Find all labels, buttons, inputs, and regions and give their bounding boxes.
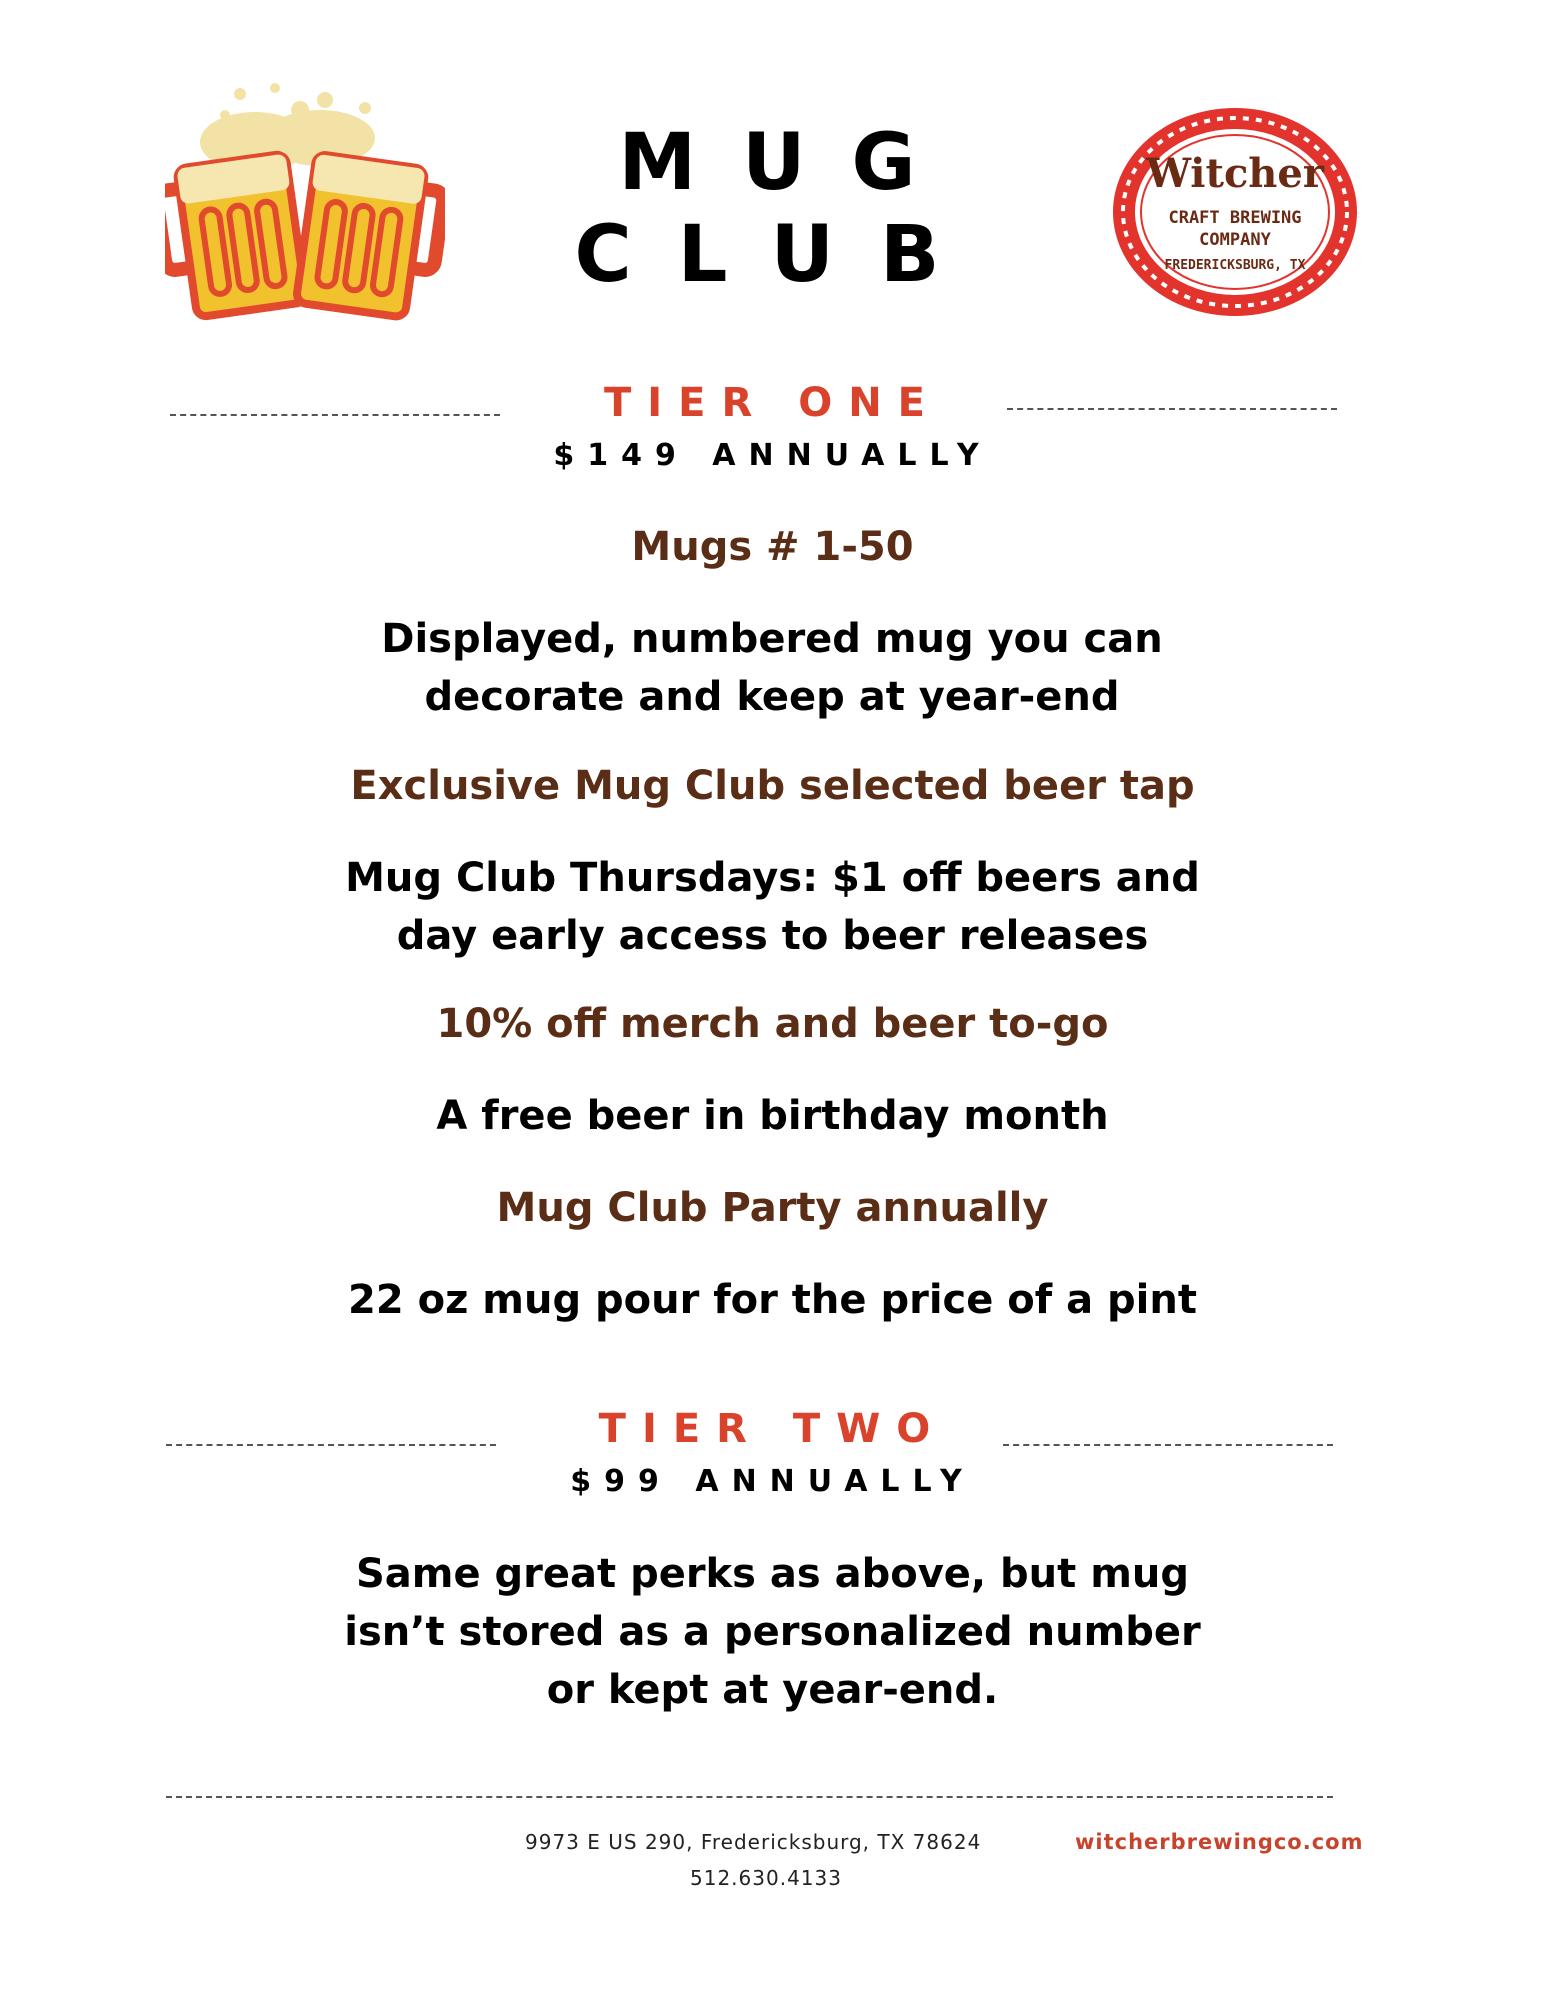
perk-item: Mug Club Thursdays: $1 off beers and day early access to beer releases	[345, 855, 1200, 959]
tier-two-price: $99 ANNUALLY	[570, 1464, 975, 1499]
tier-one-price: $149 ANNUALLY	[553, 438, 992, 473]
perk-item: 10% off merch and beer to-go	[436, 1001, 1109, 1047]
brewery-badge-icon	[1110, 105, 1360, 320]
witcher-logo	[1110, 105, 1360, 324]
logo-brand: Witcher	[1146, 150, 1324, 197]
tier-one-heading: TIER ONE	[603, 380, 942, 426]
footer-phone: 512.630.4133	[690, 1866, 842, 1890]
footer-website-link[interactable]: witcherbrewingco.com	[1075, 1830, 1364, 1854]
page-title-line-1: MUG	[618, 118, 962, 208]
perk-item: Mug Club Party annually	[496, 1185, 1049, 1231]
logo-line3: FREDERICKSBURG, TX	[1164, 258, 1306, 273]
footer-address: 9973 E US 290, Fredericksburg, TX 78624	[525, 1830, 982, 1854]
logo-line2: COMPANY	[1199, 230, 1271, 250]
perk-item: Exclusive Mug Club selected beer tap	[350, 763, 1195, 809]
tier-two-heading: TIER TWO	[598, 1406, 947, 1452]
beer-mugs-icon	[165, 80, 445, 330]
perk-item: A free beer in birthday month	[436, 1093, 1109, 1139]
logo-line1: CRAFT BREWING	[1168, 208, 1302, 228]
cheers-mugs-illustration	[165, 80, 445, 334]
tier-two-description: Same great perks as above, but mug isn’t stored as a personalized number or kept at year-end.	[344, 1551, 1201, 1713]
page-title-line-2: CLUB	[574, 210, 986, 300]
perk-item: 22 oz mug pour for the price of a pint	[348, 1277, 1197, 1323]
footer-divider	[166, 1796, 1333, 1798]
perk-item: Mugs # 1-50	[631, 524, 914, 570]
perk-item: Displayed, numbered mug you can decorate and keep at year-end	[381, 616, 1163, 720]
